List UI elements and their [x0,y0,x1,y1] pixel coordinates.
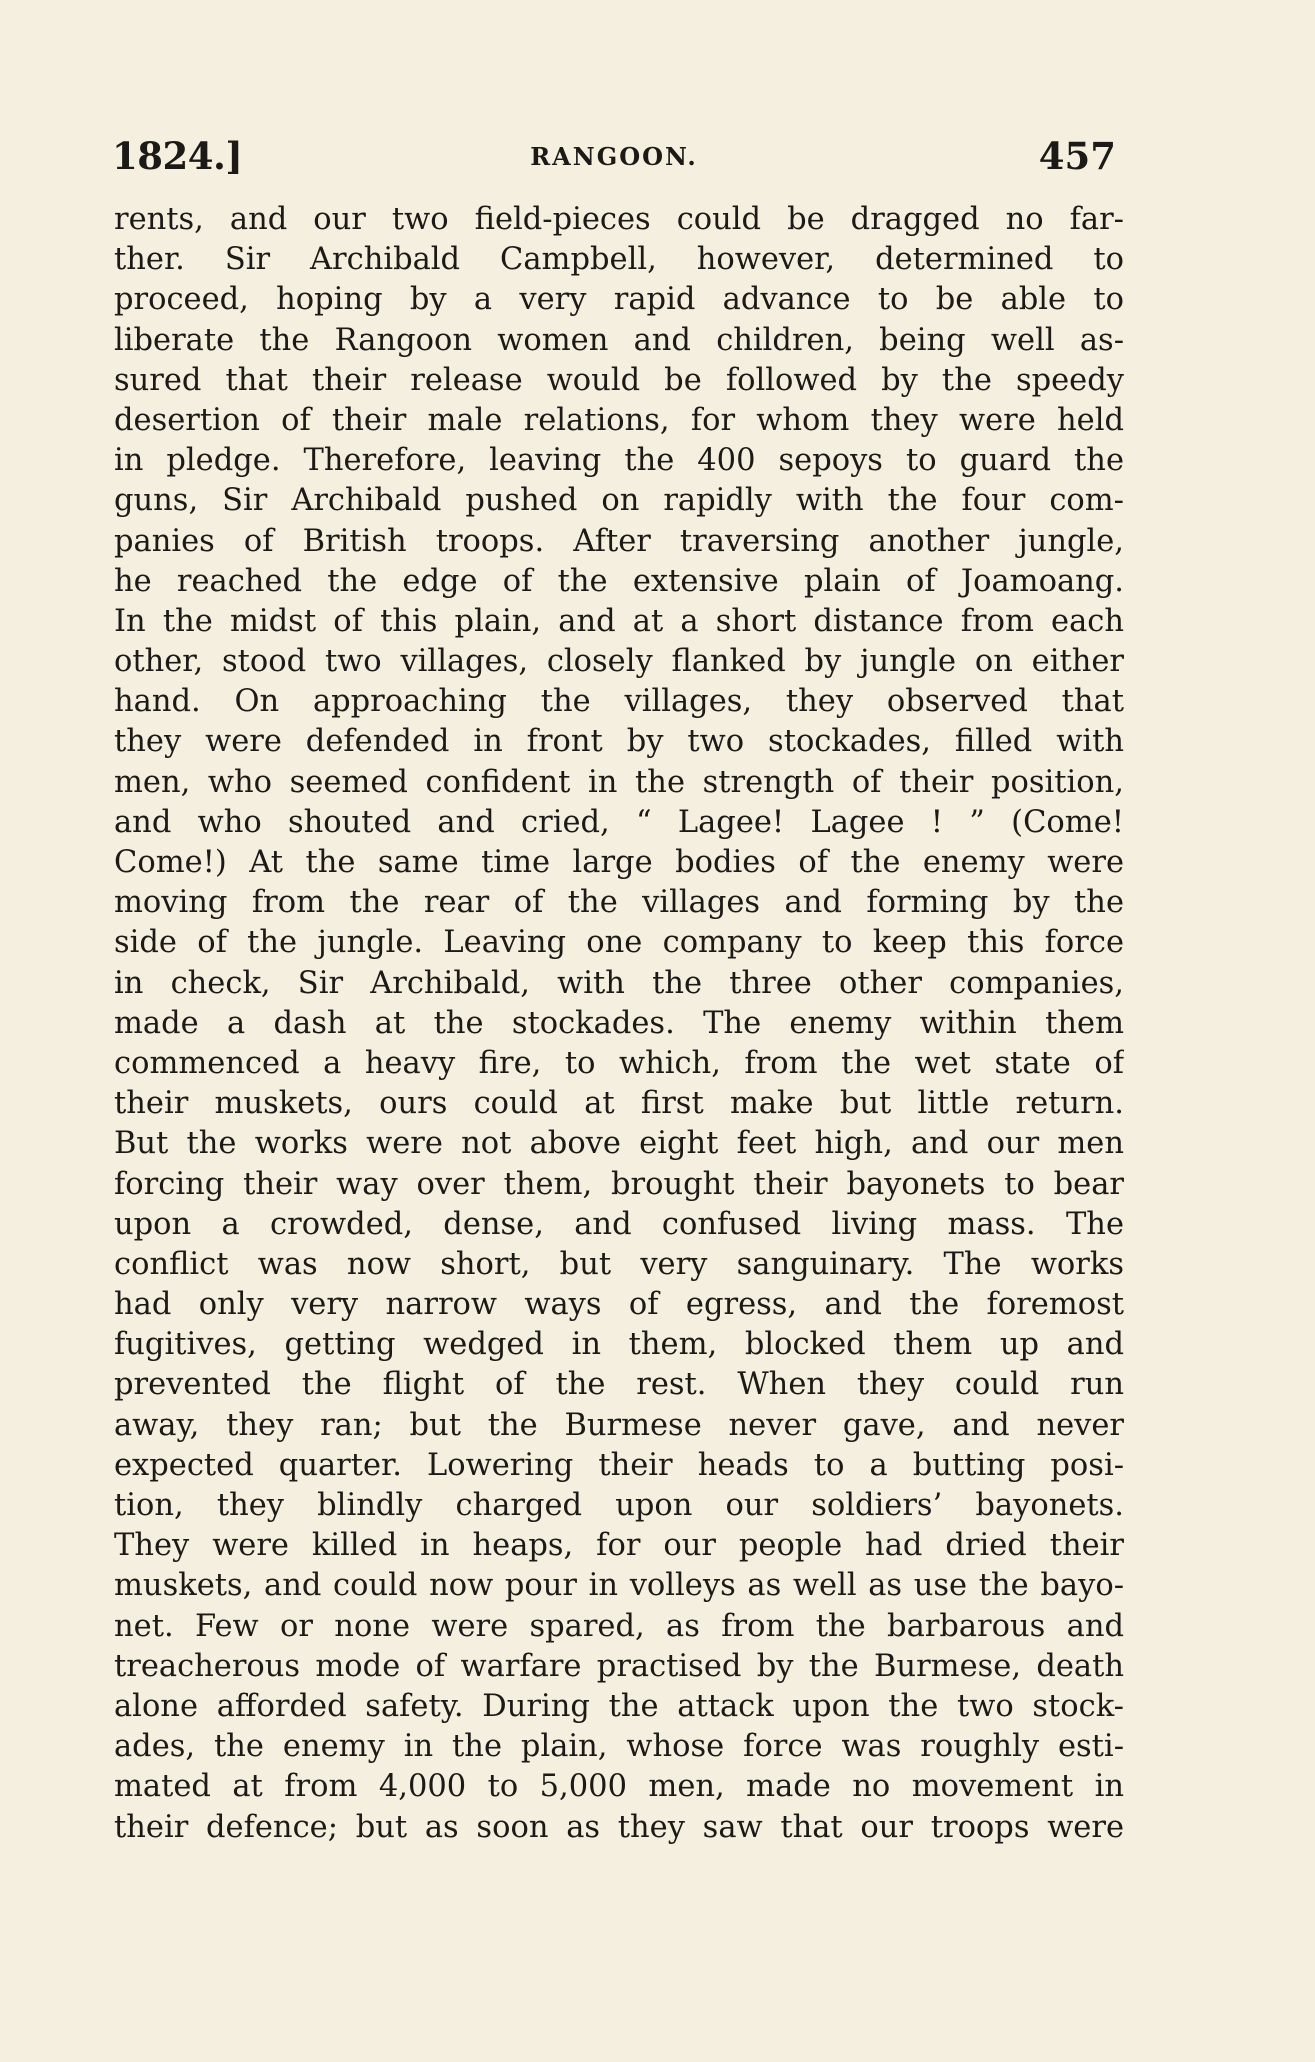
text-line: men, who seemed confident in the strength of their position, [114,764,1124,800]
text-line: guns, Sir Archibald pushed on rapidly with the four com- [114,483,1124,519]
text-line: away, they ran; but the Burmese never gave, and never [114,1407,1124,1443]
text-line: had only very narrow ways of egress, and the foremost [114,1287,1124,1323]
text-line: net. Few or none were spared, as from the barbarous and [114,1608,1124,1644]
text-line: proceed, hoping by a very rapid advance to be able to [114,282,1124,318]
text-line: They were killed in heaps, for our people had dried their [114,1528,1124,1564]
text-line: treacherous mode of warfare practised by the Burmese, death [114,1648,1124,1684]
text-line: mated at from 4,000 to 5,000 men, made no movement in [114,1769,1124,1805]
text-line: panies of British troops. After traversing another jungle, [114,523,1124,559]
text-line: ther. Sir Archibald Campbell, however, determined to [114,242,1124,278]
text-line: sured that their release would be followed by the speedy [114,362,1124,398]
text-line: conflict was now short, but very sanguinary. The works [114,1246,1124,1282]
text-line: hand. On approaching the villages, they observed that [114,684,1124,720]
running-head-title: RANGOON. [530,142,698,171]
text-line: desertion of their male relations, for whom they were held [114,402,1124,438]
text-line: moving from the rear of the villages and forming by the [114,885,1124,921]
text-line: forcing their way over them, brought their bayonets to bear [114,1166,1124,1202]
text-line: In the midst of this plain, and at a short distance from each [114,603,1124,639]
running-head-year: 1824.] [112,134,243,178]
text-line: he reached the edge of the extensive plain of Joamoang. [114,563,1124,599]
text-line: tion, they blindly charged upon our soldiers’ bayonets. [114,1488,1124,1523]
running-head [112,134,1116,178]
text-line: prevented the flight of the rest. When they could run [114,1367,1124,1403]
body-text [114,200,1124,1848]
text-line: made a dash at the stockades. The enemy within them [114,1005,1124,1041]
text-line: commenced a heavy fire, to which, from the wet state of [114,1045,1124,1081]
page-number: 457 [1038,134,1116,178]
text-line: alone afforded safety. During the attack upon the two stock- [114,1688,1124,1724]
text-line: ades, the enemy in the plain, whose force was roughly esti- [114,1729,1124,1765]
text-line: they were defended in front by two stockades, filled with [114,724,1124,760]
text-line: fugitives, getting wedged in them, blocked them up and [114,1327,1124,1363]
text-line: rents, and our two field-pieces could be dragged no far- [114,202,1124,237]
text-line: and who shouted and cried, “ Lagee! Lagee ! ” (Come! [114,804,1124,840]
text-line: upon a crowded, dense, and confused living mass. The [114,1206,1124,1242]
text-line: But the works were not above eight feet high, and our men [114,1126,1124,1162]
text-line: Come!) At the same time large bodies of the enemy were [114,845,1124,880]
text-line: their muskets, ours could at first make but little return. [114,1086,1124,1122]
text-line: other, stood two villages, closely flanked by jungle on either [114,644,1124,680]
text-line: their defence; but as soon as they saw that our troops were [114,1809,1124,1845]
text-line: side of the jungle. Leaving one company to keep this force [114,925,1124,961]
text-line: expected quarter. Lowering their heads to a butting posi- [114,1447,1124,1483]
text-line: in check, Sir Archibald, with the three other companies, [114,965,1124,1001]
text-line: liberate the Rangoon women and children, being well as- [114,322,1124,358]
text-line: muskets, and could now pour in volleys as well as use the bayo- [114,1568,1124,1604]
text-line: in pledge. Therefore, leaving the 400 sepoys to guard the [114,443,1124,479]
